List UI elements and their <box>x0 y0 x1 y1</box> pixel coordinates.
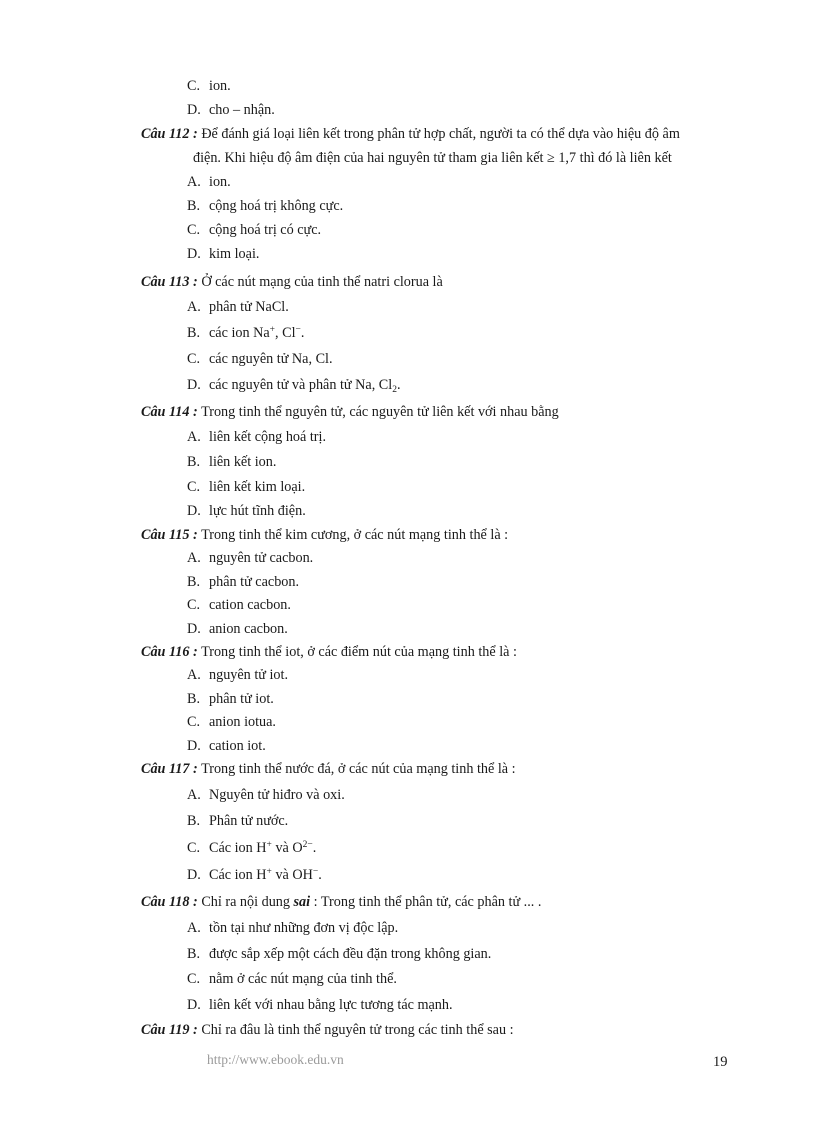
question-label: Câu 119 : <box>141 1022 198 1038</box>
question-112: Câu 112 : Để đánh giá loại liên kết trong phân tử hợp chất, người ta có thể dựa vào hiệu độ âm <box>141 126 680 142</box>
option-b: B. liên kết ion. <box>187 454 277 470</box>
question-label: Câu 112 : <box>141 126 198 142</box>
question-117: Câu 117 : Trong tinh thể nước đá, ở các nút của mạng tinh thể là : <box>141 761 516 777</box>
option-a: A. liên kết cộng hoá trị. <box>187 429 327 445</box>
question-label: Câu 116 : <box>141 644 198 660</box>
option-d: D. anion cacbon. <box>187 621 288 637</box>
option-a: A. nguyên tử iot. <box>187 667 289 683</box>
option-a: A. nguyên tử cacbon. <box>187 550 314 566</box>
question-115: Câu 115 : Trong tinh thể kim cương, ở các nút mạng tinh thể là : <box>141 527 509 543</box>
option-c: C. các nguyên tử Na, Cl. <box>187 351 333 367</box>
question-113: Câu 113 : Ở các nút mạng của tinh thể natri clorua là <box>141 274 443 290</box>
option-c: C. liên kết kim loại. <box>187 479 306 495</box>
emphasis-sai: sai <box>293 894 311 910</box>
option-a: A. phân tử NaCl. <box>187 299 289 315</box>
question-label: Câu 113 : <box>141 274 198 290</box>
page-number: 19 <box>713 1054 728 1070</box>
question-112-continuation: điện. Khi hiệu độ âm điện của hai nguyên tử tham gia liên kết ≥ 1,7 thì đó là liên kết <box>193 150 672 166</box>
option-d: D. liên kết với nhau bằng lực tương tác mạnh. <box>187 997 453 1013</box>
option-a: A. tồn tại như những đơn vị độc lập. <box>187 920 399 936</box>
option-c: C. Các ion H+ và $O^{2-}$. <box>187 840 317 856</box>
question-label: Câu 118 : <box>141 894 198 910</box>
option-c: C. anion iotua. <box>187 714 276 730</box>
question-label: Câu 114 : <box>141 404 198 420</box>
option-b: B. Phân tử nước. <box>187 813 289 829</box>
question-116: Câu 116 : Trong tinh thể iot, ở các điểm nút của mạng tinh thể là : <box>141 644 517 660</box>
option-c: C. cation cacbon. <box>187 597 291 613</box>
question-label: Câu 115 : <box>141 527 198 543</box>
option-c: C. ion. <box>187 78 231 94</box>
option-b: B. cộng hoá trị không cực. <box>187 198 344 214</box>
option-d: D. Các ion H+ và OH−. <box>187 867 322 883</box>
option-b: B. phân tử iot. <box>187 691 274 707</box>
question-label: Câu 117 : <box>141 761 198 777</box>
question-118: Câu 118 : Chỉ ra nội dung sai : Trong tinh thể phân tử, các phân tử ... . <box>141 894 542 910</box>
option-a: A. Nguyên tử hiđro và oxi. <box>187 787 345 803</box>
footer-url[interactable]: http://www.ebook.edu.vn <box>207 1052 344 1067</box>
option-c: C. cộng hoá trị có cực. <box>187 222 322 238</box>
option-b: B. các ion Na+, Cl−. <box>187 325 305 341</box>
option-a: A. ion. <box>187 174 231 190</box>
option-d: D. kim loại. <box>187 246 260 262</box>
question-114: Câu 114 : Trong tinh thể nguyên tử, các nguyên tử liên kết với nhau bằng <box>141 404 559 420</box>
option-d: D. cation iot. <box>187 738 266 754</box>
option-d: D. các nguyên tử và phân tử Na, $Cl_2$. <box>187 377 401 395</box>
option-c: C. nằm ở các nút mạng của tinh thể. <box>187 971 397 987</box>
option-d: D. cho – nhận. <box>187 102 275 118</box>
question-119: Câu 119 : Chỉ ra đâu là tinh thể nguyên tử trong các tinh thể sau : <box>141 1022 514 1038</box>
option-b: B. được sắp xếp một cách đều đặn trong không gian. <box>187 946 492 962</box>
option-b: B. phân tử cacbon. <box>187 574 300 590</box>
option-d: D. lực hút tĩnh điện. <box>187 503 306 519</box>
